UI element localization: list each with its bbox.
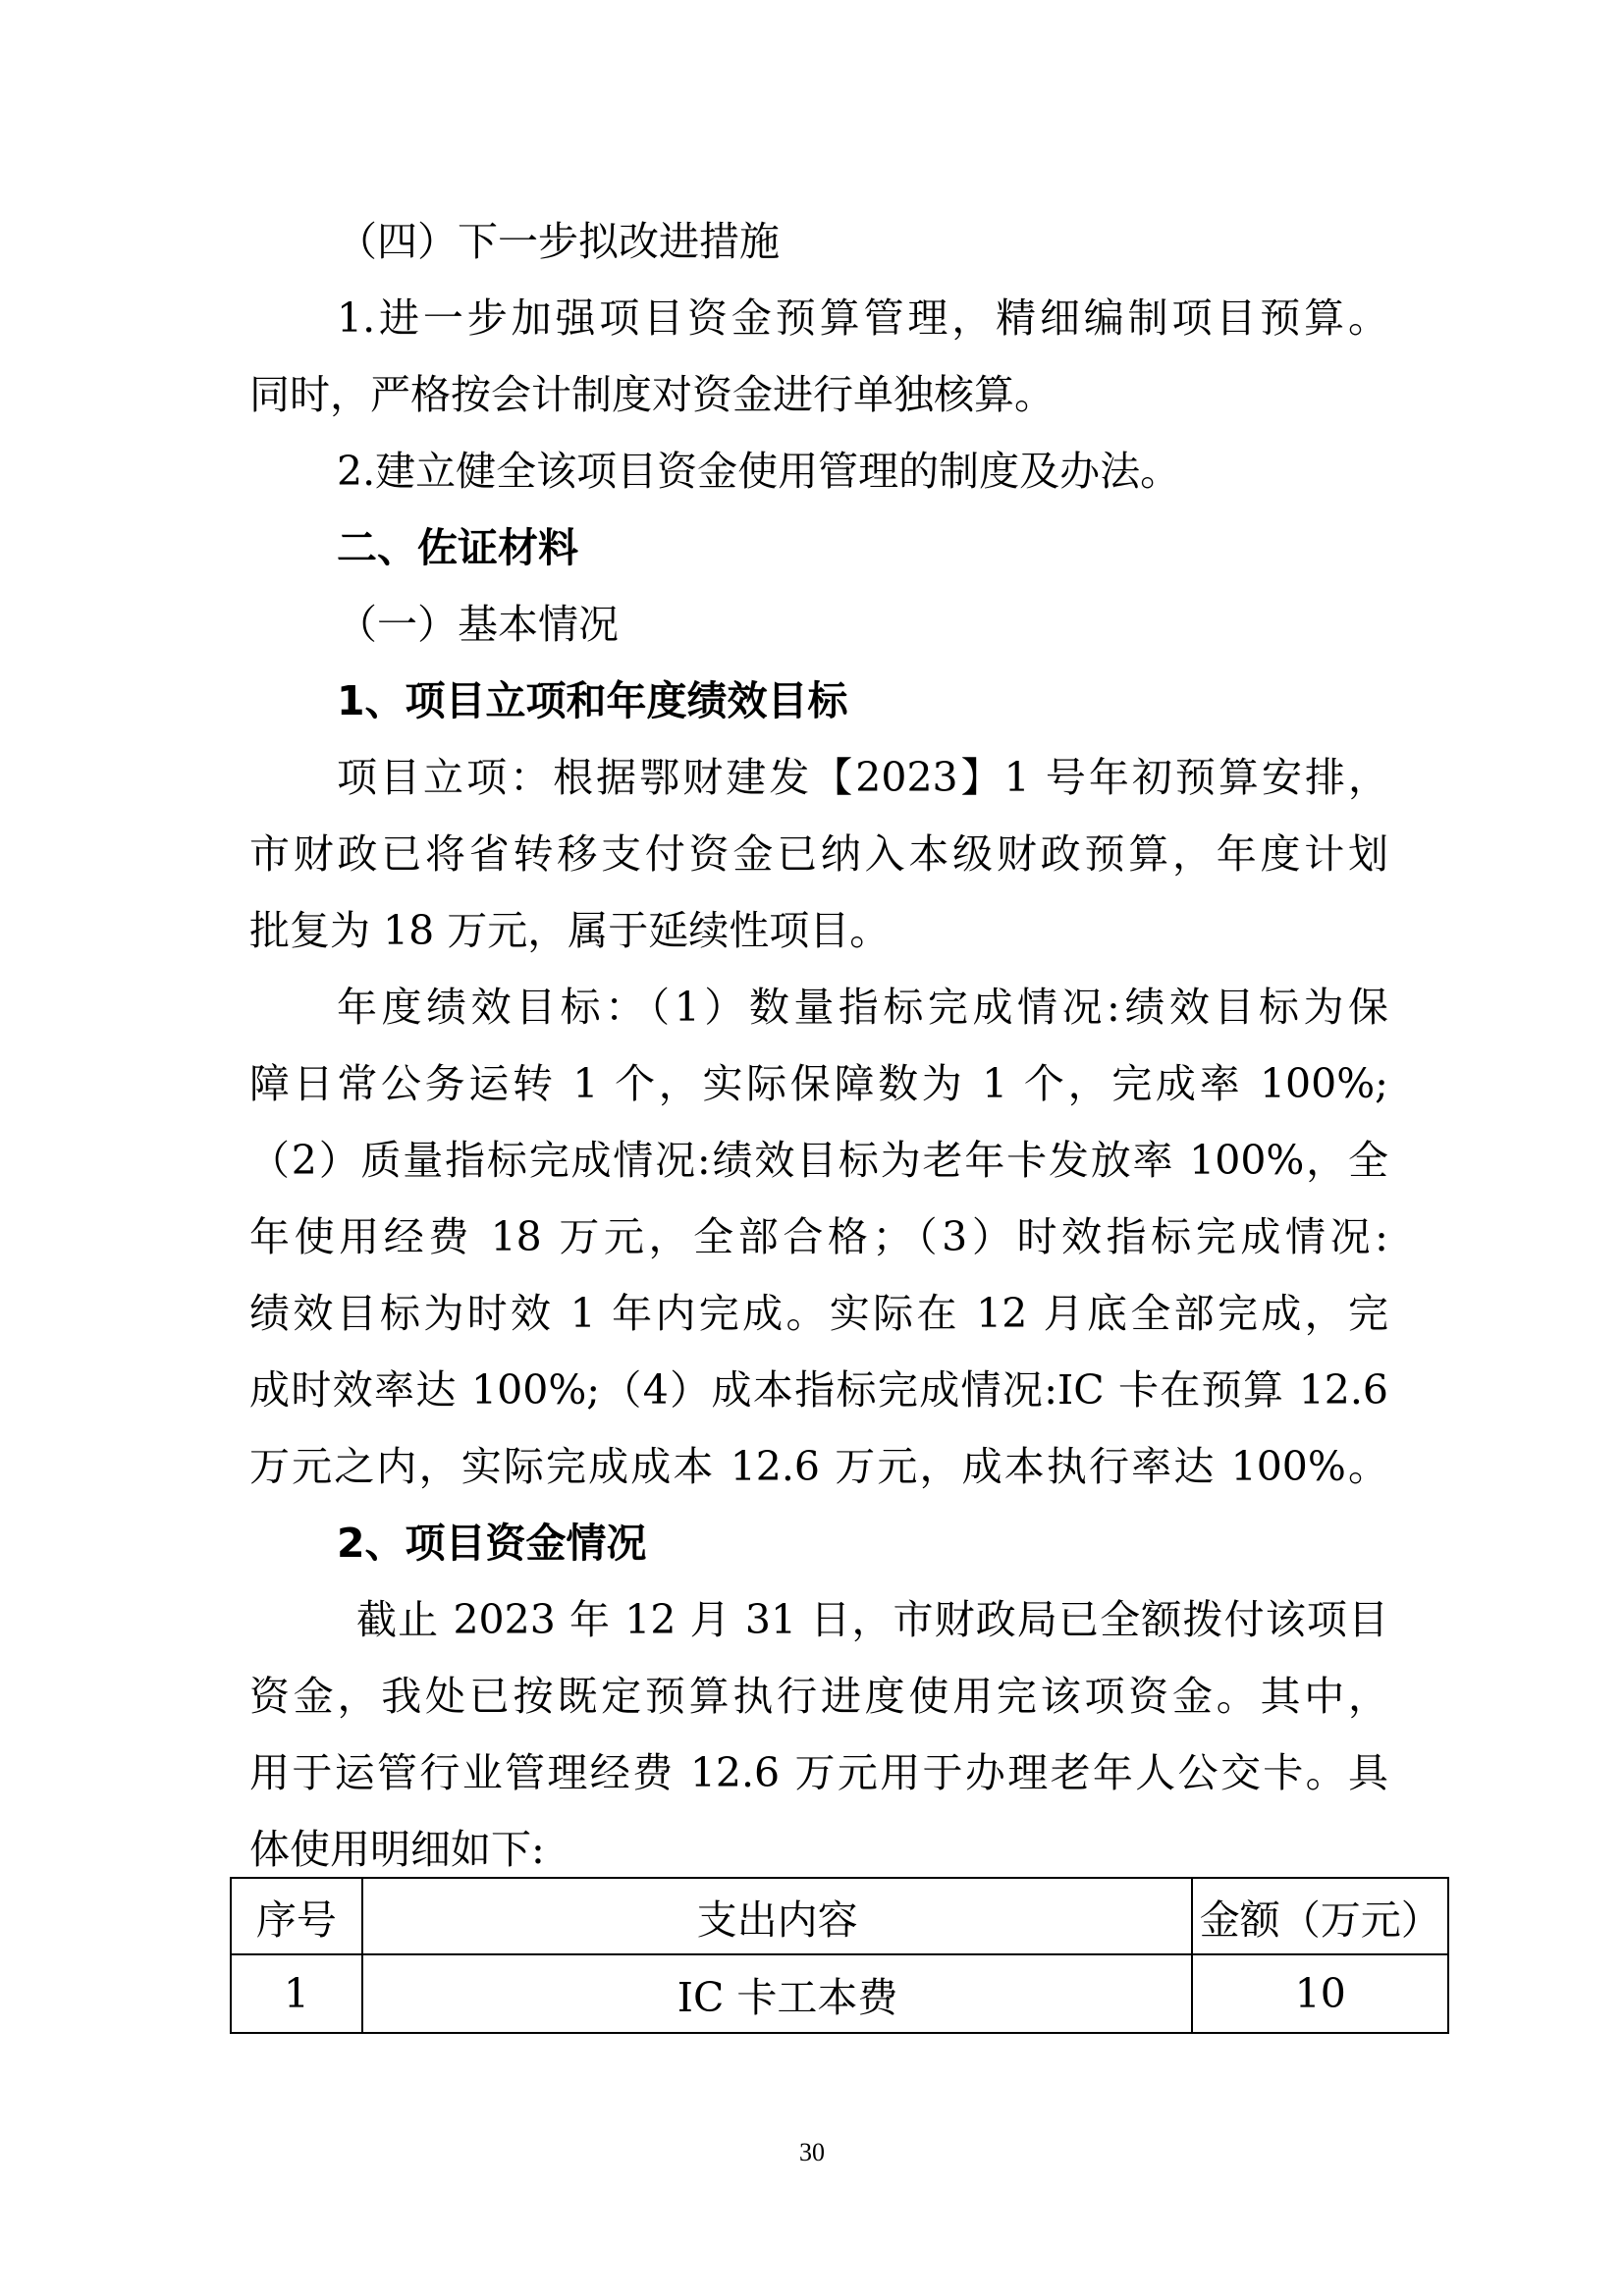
- table-cell-index: 1: [231, 1954, 362, 2033]
- paragraph-line: （2）质量指标完成情况:绩效目标为老年卡发放率 100%，全: [249, 1137, 1388, 1184]
- paragraph-line: 资金，我处已按既定预算执行进度使用完该项资金。其中，: [249, 1673, 1388, 1720]
- paragraph-line: 1.进一步加强项目资金预算管理，精细编制项目预算。: [337, 294, 1388, 342]
- table-row: [231, 1954, 1448, 2033]
- paragraph-line: 同时，严格按会计制度对资金进行单独核算。: [249, 371, 1055, 418]
- page-number: 30: [799, 2138, 825, 2166]
- table-header-row: [231, 1878, 1448, 1954]
- table-cell-content: IC 卡工本费: [362, 1954, 1193, 2033]
- paragraph-line: 绩效目标为时效 1 年内完成。实际在 12 月底全部完成，完: [249, 1290, 1388, 1337]
- paragraph-line: 体使用明细如下:: [249, 1826, 545, 1873]
- paragraph-line: 2.建立健全该项目资金使用管理的制度及办法。: [337, 448, 1181, 495]
- section-heading-evidence: 二、佐证材料: [337, 524, 578, 571]
- paragraph-line: 项目立项：根据鄂财建发【2023】1 号年初预算安排，: [337, 754, 1388, 801]
- paragraph-line: 批复为 18 万元，属于延续性项目。: [249, 907, 891, 954]
- column-header-index: 序号: [231, 1878, 362, 1954]
- heading-project-goals: 1、项目立项和年度绩效目标: [337, 677, 848, 724]
- paragraph-line: 成时效率达 100%;（4）成本指标完成情况:IC 卡在预算 12.6: [249, 1366, 1388, 1414]
- column-header-amount: 金额（万元）: [1192, 1878, 1448, 1954]
- paragraph-line: 用于运管行业管理经费 12.6 万元用于办理老年人公交卡。具: [249, 1749, 1388, 1796]
- paragraph-line: 障日常公务运转 1 个，实际保障数为 1 个，完成率 100%;: [249, 1060, 1388, 1107]
- paragraph-line: 年使用经费 18 万元，全部合格；（3）时效指标完成情况:: [249, 1213, 1388, 1260]
- paragraph-line: 年度绩效目标：（1）数量指标完成情况:绩效目标为保: [337, 984, 1388, 1031]
- expenditure-table: [230, 1877, 1449, 2034]
- column-header-content: 支出内容: [362, 1878, 1193, 1954]
- subsection-heading-basic: （一）基本情况: [337, 601, 619, 648]
- paragraph-line: 市财政已将省转移支付资金已纳入本级财政预算，年度计划: [249, 830, 1388, 878]
- subsection-heading-improvement: （四）下一步拟改进措施: [337, 218, 780, 265]
- heading-project-funds: 2、项目资金情况: [337, 1520, 647, 1567]
- table-cell-amount: 10: [1192, 1954, 1448, 2033]
- paragraph-line: 万元之内，实际完成成本 12.6 万元，成本执行率达 100%。: [249, 1443, 1388, 1490]
- paragraph-line: 截止 2023 年 12 月 31 日，市财政局已全额拨付该项目: [356, 1596, 1388, 1643]
